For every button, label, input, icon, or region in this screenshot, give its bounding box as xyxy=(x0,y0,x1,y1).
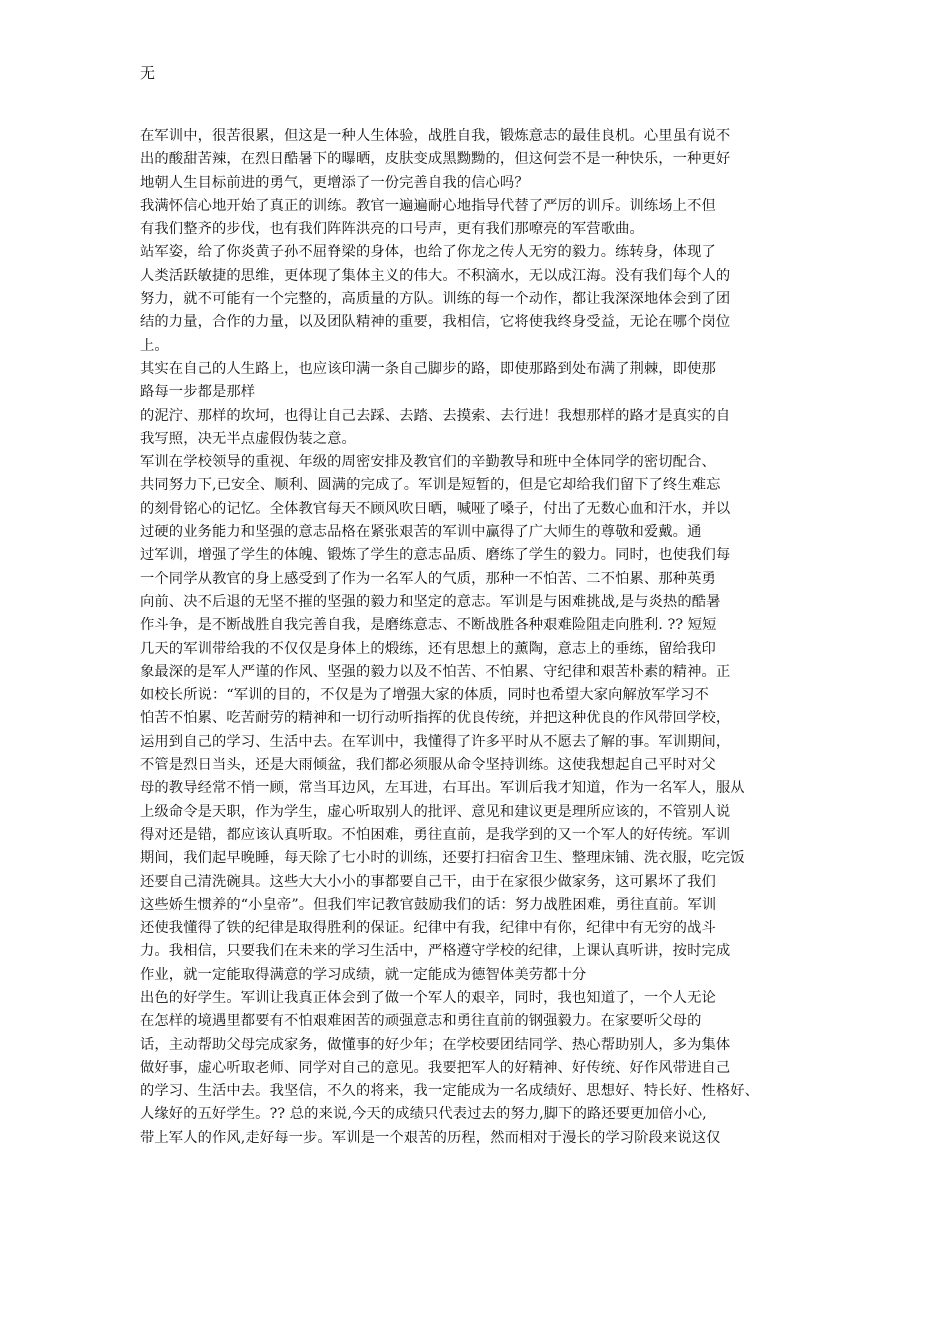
text-line: 我满怀信心地开始了真正的训练。教官一遍遍耐心地指导代替了严厉的训斥。训练场上不但 xyxy=(140,197,716,214)
text-line: 出的酸甜苦辣，在烈日酷暑下的曝晒，皮肤变成黑黝黝的，但这何尝不是一种快乐，一种更好 xyxy=(140,151,731,168)
text-line: 运用到自己的学习、生活中去。在军训中，我懂得了许多平时从不愿去了解的事。军训期间， xyxy=(140,733,731,750)
text-line: 作业，就一定能取得满意的学习成绩，就一定能成为德智体美劳都十分 xyxy=(140,966,587,983)
text-line: 人缘好的五好学生。?? 总的来说,今天的成绩只代表过去的努力,脚下的路还要更加倍小心, xyxy=(140,1106,707,1123)
text-line: 向前、决不后退的无坚不摧的坚强的毅力和坚定的意志。军训是与困难挑战,是与炎热的酷暑 xyxy=(140,593,721,610)
text-line: 的泥泞、那样的坎坷，也得让自己去踩、去踏、去摸索、去行进！我想那样的路才是真实的自 xyxy=(140,407,731,424)
text-line: 这些娇生惯养的“小皇帝”。但我们牢记教官鼓励我们的话：努力战胜困难，勇往直前。军训 xyxy=(140,896,717,913)
text-line: 人类活跃敏捷的思维，更体现了集体主义的伟大。不积滴水，无以成江海。没有我们每个人的 xyxy=(140,267,731,284)
text-line: 我写照，决无半点虚假伪装之意。 xyxy=(140,430,356,447)
text-line: 象最深的是军人严谨的作风、坚强的毅力以及不怕苦、不怕累、守纪律和艰苦朴素的精神。正 xyxy=(140,663,731,680)
text-line: 上级命令是天职，作为学生，虚心听取别人的批评、意见和建议更是理所应该的，不管别人说 xyxy=(140,803,731,820)
text-line: 结的力量，合作的力量，以及团队精神的重要，我相信，它将使我终身受益，无论在哪个岗位 xyxy=(140,314,731,331)
text-line: 母的教导经常不悄一顾，常当耳边风，左耳进，右耳出。军训后我才知道，作为一名军人，服从 xyxy=(140,780,745,797)
text-line: 的学习、生活中去。我坚信，不久的将来，我一定能成为一名成绩好、思想好、特长好、性格好、 xyxy=(140,1083,760,1100)
text-line: 还要自己清洗碗具。这些大大小小的事都要自己干，由于在家很少做家务，这可累坏了我们 xyxy=(140,873,716,890)
text-line: 在怎样的境遇里都要有不怕艰难困苦的顽强意志和勇往直前的钢强毅力。在家要听父母的 xyxy=(140,1013,702,1030)
text-line: 其实在自己的人生路上，也应该印满一条自己脚步的路，即使那路到处布满了荆棘，即使那 xyxy=(140,360,716,377)
text-line: 在军训中，很苦很累，但这是一种人生体验，战胜自我，锻炼意志的最佳良机。心里虽有说不 xyxy=(140,128,731,144)
text-line: 期间，我们起早晚睡，每天除了七小时的训练，还要打扫宿舍卫生、整理床铺、洗衣服，吃完饭 xyxy=(140,850,745,867)
text-line: 的刻骨铭心的记忆。全体教官每天不顾风吹日晒，喊哑了嗓子，付出了无数心血和汗水，并以 xyxy=(140,500,731,517)
text-line: 有我们整齐的步伐，也有我们阵阵洪亮的口号声，更有我们那嘹亮的军营歌曲。 xyxy=(140,221,644,238)
text-line: 路每一步都是那样 xyxy=(140,384,256,401)
text-line: 还使我懂得了铁的纪律是取得胜利的保证。纪律中有我，纪律中有你，纪律中有无穷的战斗 xyxy=(140,920,716,937)
text-line: 努力，就不可能有一个完整的，高质量的方队。训练的每一个动作，都让我深深地体会到了团 xyxy=(140,291,731,308)
text-line: 不管是烈日当头，还是大雨倾盆，我们都必须服从命令坚持训练。这使我想起自己平时对父 xyxy=(140,757,716,774)
text-line: 过硬的业务能力和坚强的意志品格在紧张艰苦的军训中赢得了广大师生的尊敬和爱戴。通 xyxy=(140,524,702,541)
page-header: 无 xyxy=(140,64,156,82)
text-line: 几天的军训带给我的不仅仅是身体上的煅练，还有思想上的薰陶，意志上的垂练，留给我印 xyxy=(140,640,716,657)
text-line: 带上军人的作风,走好每一步。军训是一个艰苦的历程，然而相对于漫长的学习阶段来说这仅 xyxy=(140,1129,721,1146)
text-line: 军训在学校领导的重视、年级的周密安排及教官们的辛勤教导和班中全体同学的密切配合、 xyxy=(140,454,716,471)
text-line: 一个同学从教官的身上感受到了作为一名军人的气质，那种一不怕苦、二不怕累、那种英勇 xyxy=(140,570,716,587)
text-line: 共同努力下,已安全、顺利、圆满的完成了。军训是短暂的，但是它却给我们留下了终生难忘 xyxy=(140,477,721,494)
text-line: 话，主动帮助父母完成家务，做懂事的好少年；在学校要团结同学、热心帮助别人，多为集体 xyxy=(140,1036,731,1053)
text-line: 作斗争，是不断战胜自我完善自我，是磨练意志、不断战胜各种艰难险阻走向胜利. ?? 短短 xyxy=(140,617,717,634)
text-line: 得对还是错，都应该认真听取。不怕困难，勇往直前，是我学到的又一个军人的好传统。军训 xyxy=(140,826,731,843)
text-line: 力。我相信，只要我们在未来的学习生活中，严格遵守学校的纪律，上课认真听讲，按时完成 xyxy=(140,943,731,960)
text-line: 做好事，虚心听取老师、同学对自己的意见。我要把军人的好精神、好传统、好作风带进自己 xyxy=(140,1059,731,1076)
text-line: 如校长所说：“军训的目的，不仅是为了增强大家的体质，同时也希望大家向解放军学习不 xyxy=(140,687,709,704)
text-line: 出色的好学生。军训让我真正体会到了做一个军人的艰辛，同时，我也知道了，一个人无论 xyxy=(140,989,716,1006)
text-line: 上。 xyxy=(140,337,169,354)
document-body xyxy=(140,125,830,1150)
text-line: 怕苦不怕累、吃苦耐劳的精神和一切行动听指挥的优良传统，并把这种优良的作风带回学校， xyxy=(140,710,731,727)
text-line: 站军姿，给了你炎黄子孙不屈脊梁的身体，也给了你龙之传人无穷的毅力。练转身，体现了 xyxy=(140,244,716,261)
text-line: 地朝人生目标前进的勇气，更增添了一份完善自我的信心吗？ xyxy=(140,174,529,191)
text-line: 过军训，增强了学生的体魄、锻炼了学生的意志品质、磨练了学生的毅力。同时，也使我们每 xyxy=(140,547,731,564)
